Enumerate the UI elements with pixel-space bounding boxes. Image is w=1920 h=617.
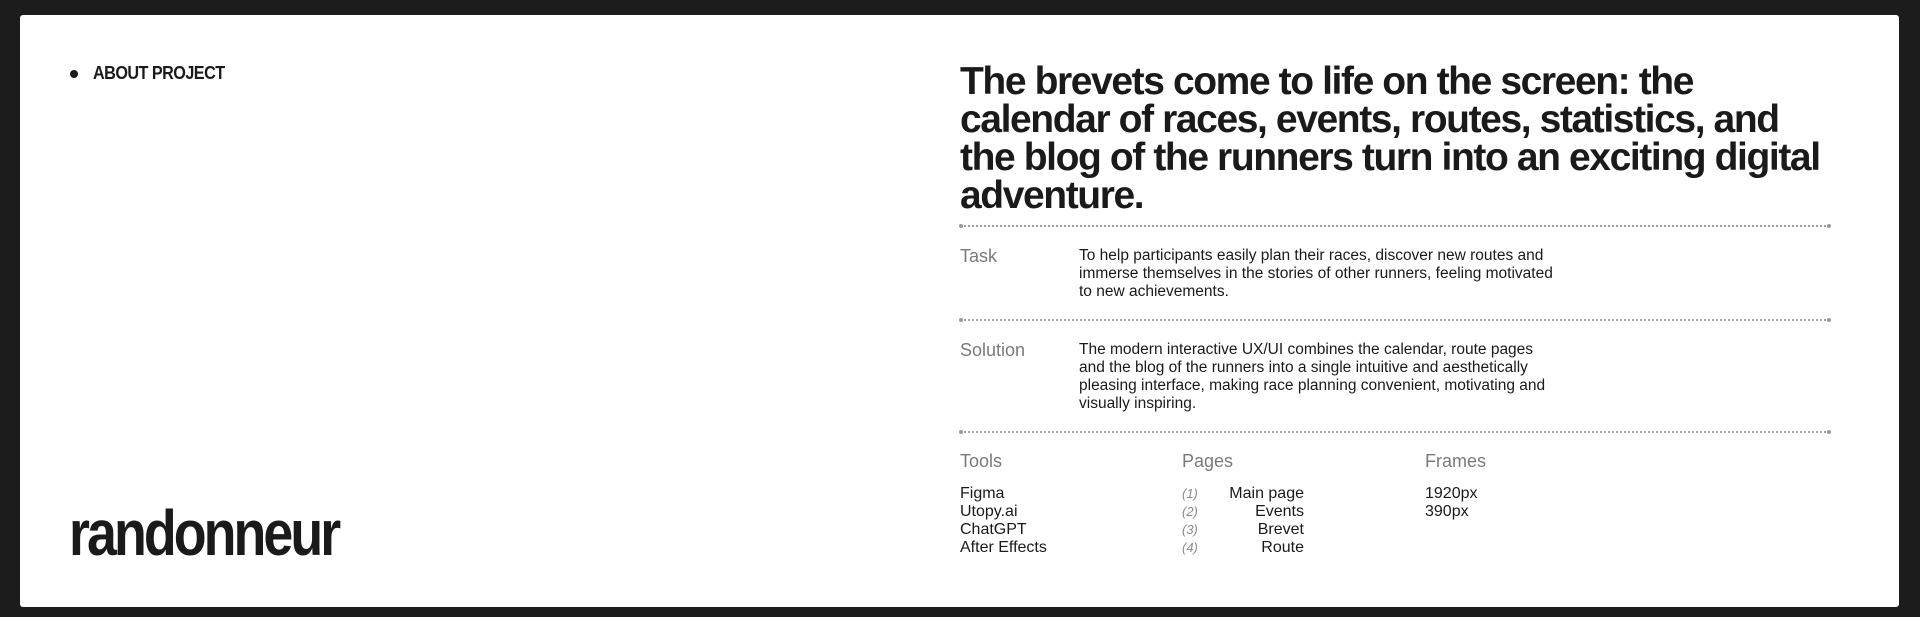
divider xyxy=(960,431,1830,433)
page-name: Main page xyxy=(1229,485,1304,502)
page-number: (2) xyxy=(1182,504,1198,519)
brand-logo: randonneur xyxy=(69,497,339,569)
list-item: 390px xyxy=(1425,503,1469,520)
list-item xyxy=(1182,521,1304,539)
tools-heading: Tools xyxy=(960,451,1003,471)
list-item: After Effects xyxy=(960,539,1047,556)
bullet-icon xyxy=(70,70,78,78)
list-item: Figma xyxy=(960,485,1005,502)
list-item: 1920px xyxy=(1425,485,1478,502)
task-label: Task xyxy=(960,246,998,266)
divider xyxy=(960,225,1830,227)
page-number: (3) xyxy=(1182,522,1198,537)
list-item xyxy=(1182,539,1304,557)
divider xyxy=(960,319,1830,321)
project-card xyxy=(20,15,1899,607)
page-name: Route xyxy=(1261,539,1304,556)
pages-heading: Pages xyxy=(1182,451,1234,471)
solution-label: Solution xyxy=(960,340,1026,360)
pages-list xyxy=(1182,485,1304,557)
page-name: Brevet xyxy=(1257,521,1304,538)
frames-list xyxy=(1425,485,1478,521)
task-text: To help participants easily plan their races, discover new routes and immerse themselves in the stories of other runners, feeling motivated to new achievements. xyxy=(1079,247,1553,300)
solution-text: The modern interactive UX/UI combines the calendar, route pages and the blog of the runners into a single intuitive and aesthetically pleasing interface, making race planning convenient, motivating and visually inspiring. xyxy=(1079,341,1546,412)
list-item xyxy=(1182,485,1304,503)
list-item xyxy=(1182,503,1304,521)
page-name: Events xyxy=(1255,503,1304,520)
list-item: ChatGPT xyxy=(960,521,1027,538)
page-number: (4) xyxy=(1182,540,1198,555)
page-number: (1) xyxy=(1182,486,1198,501)
about-project-nav-item[interactable] xyxy=(70,63,239,84)
tools-list xyxy=(960,485,1047,557)
list-item: Utopy.ai xyxy=(960,503,1018,520)
about-project-label: ABOUT PROJECT xyxy=(93,63,225,83)
frames-heading: Frames xyxy=(1425,451,1487,471)
page-headline: The brevets come to life on the screen: the calendar of races, events, routes, statistics, and the blog of the runners turn into an exciting digital adventure. xyxy=(960,60,1820,217)
